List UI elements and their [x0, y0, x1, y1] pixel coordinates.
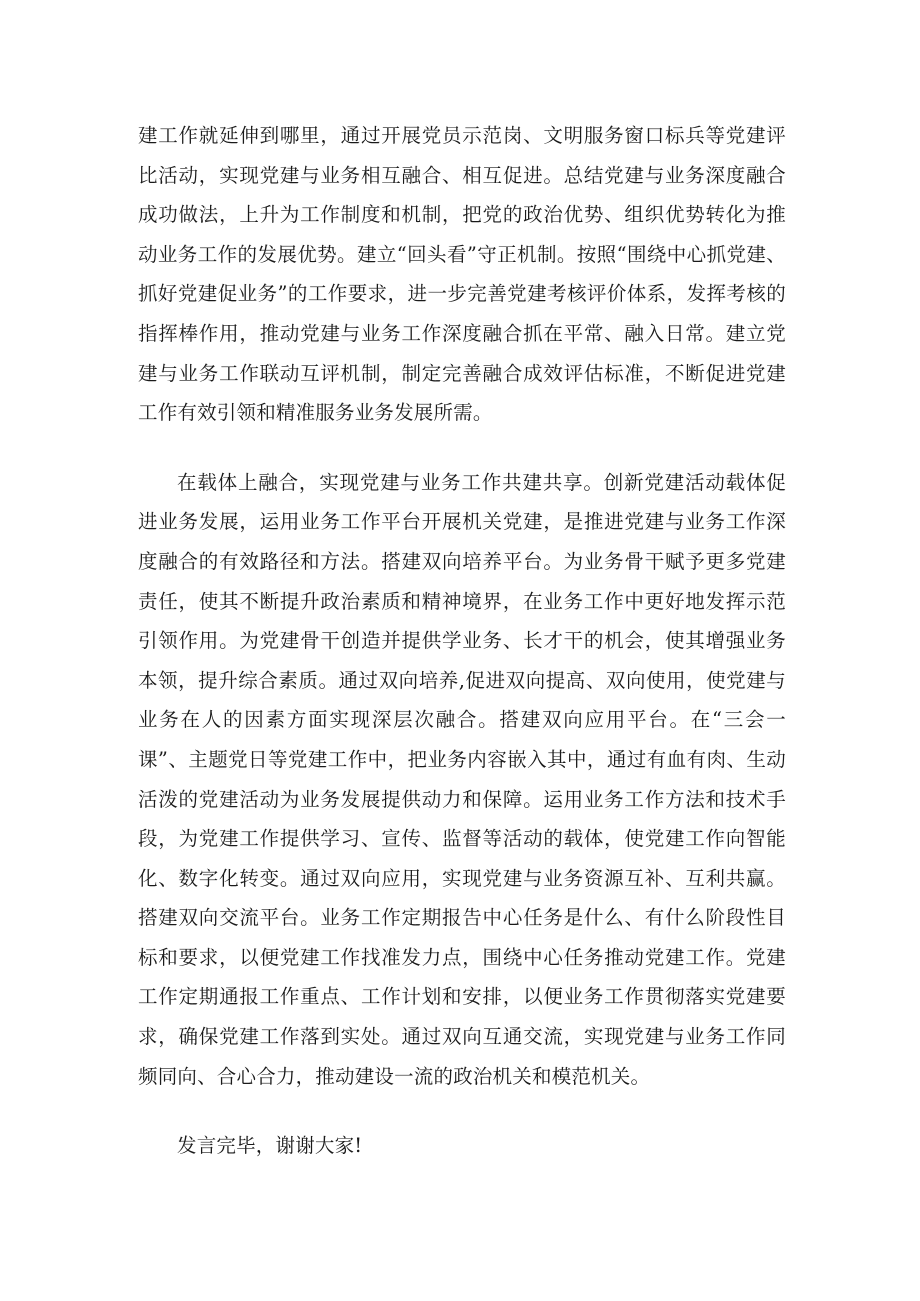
document-body	[138, 116, 786, 1166]
paragraph-closing-remark: 发言完毕，谢谢大家!	[177, 1134, 363, 1158]
paragraph-continuation: 建工作就延伸到哪里，通过开展党员示范岗、文明服务窗口标兵等党建评比活动，实现党建与业务相互融合、相互促进。总结党建与业务深度融合成功做法，上升为工作制度和机制，把党的政治优势、组织优势转化为推动业务工作的发展优势。建立“回头看”守正机制。按照“围绕中心抓党建、抓好党建促业务”的工作要求，进一步完善党建考核评价体系，发挥考核的指挥棒作用，推动党建与业务工作深度融合抓在平常、融入日常。建立党建与业务工作联动互评机制，制定完善融合成效评估标准，不断促进党建工作有效引领和精准服务业务发展所需。	[138, 124, 786, 425]
paragraph-carrier-integration: 在载体上融合，实现党建与业务工作共建共享。创新党建活动载体促进业务发展，运用业务工作平台开展机关党建，是推进党建与业务工作深度融合的有效路径和方法。搭建双向培养平台。为业务骨干赋予更多党建责任，使其不断提升政治素质和精神境界，在业务工作中更好地发挥示范引领作用。为党建骨干创造并提供学业务、长才干的机会，使其增强业务本领，提升综合素质。通过双向培养,促进双向提高、双向使用，使党建与业务在人的因素方面实现深层次融合。搭建双向应用平台。在“三会一课”、主题党日等党建工作中，把业务内容嵌入其中，通过有血有肉、生动活泼的党建活动为业务发展提供动力和保障。运用业务工作方法和技术手段，为党建工作提供学习、宣传、监督等活动的载体，使党建工作向智能化、数字化转变。通过双向应用，实现党建与业务资源互补、互利共赢。搭建双向交流平台。业务工作定期报告中心任务是什么、有什么阶段性目标和要求，以便党建工作找准发力点，围绕中心任务推动党建工作。党建工作定期通报工作重点、工作计划和安排，以便业务工作贯彻落实党建要求，确保党建工作落到实处。通过双向互通交流，实现党建与业务工作同频同向、合心合力，推动建设一流的政治机关和模范机关。	[138, 470, 786, 1088]
